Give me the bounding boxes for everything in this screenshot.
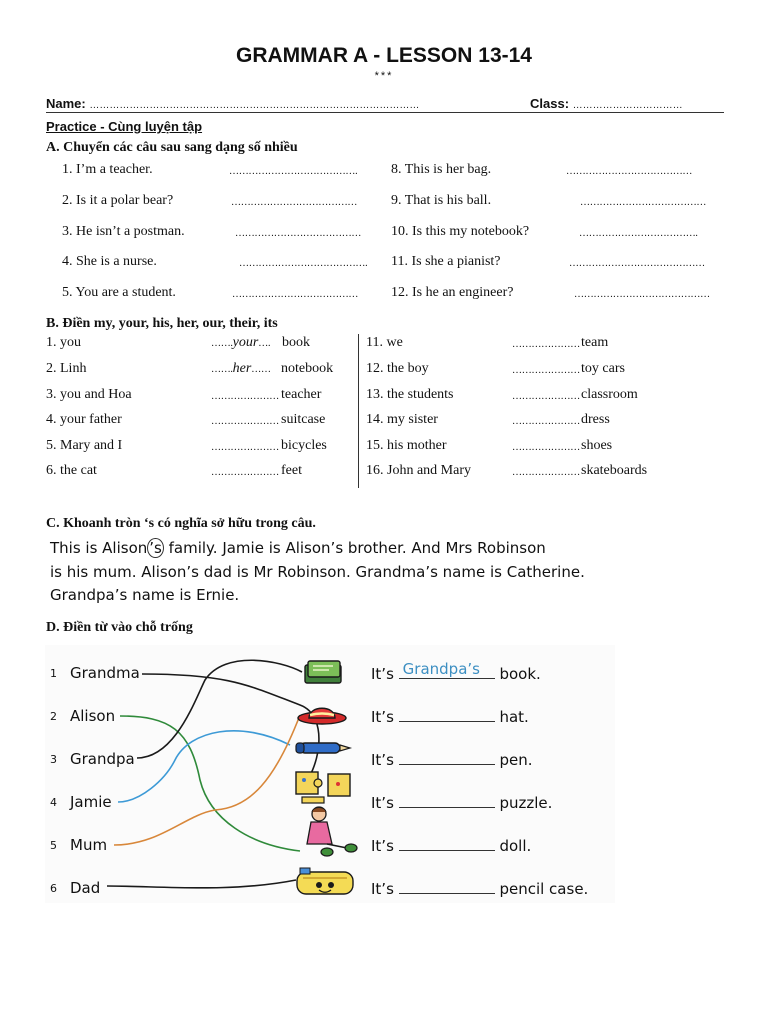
d-answer-field-6[interactable] xyxy=(399,879,495,894)
b-noun-11: team xyxy=(581,335,609,350)
match-line-dad xyxy=(107,880,296,888)
d-sent-pre-6: It’s xyxy=(371,880,394,898)
b-blank-16[interactable]: ………………… xyxy=(512,467,580,478)
b-blank-5[interactable]: ………………… xyxy=(211,442,279,453)
worksheet-title: GRAMMAR A - LESSON 13-14 xyxy=(236,44,532,67)
d-sentence-3 xyxy=(371,750,532,769)
d-name-2: Alison xyxy=(70,707,116,725)
d-num-3: 3 xyxy=(50,753,57,766)
b-blank-4[interactable]: ………………… xyxy=(211,416,279,427)
a-q3: 3. He isn’t a postman. xyxy=(62,224,185,239)
name-dots: ……………………………………………………………………………………… xyxy=(89,100,420,111)
d-answer-field-3[interactable] xyxy=(399,750,495,765)
a-q2: 2. Is it a polar bear? xyxy=(62,193,174,208)
d-sent-item-3: pen. xyxy=(499,751,533,769)
d-name-5: Mum xyxy=(70,836,108,854)
b-noun-4: suitcase xyxy=(281,412,326,427)
d-num-1: 1 xyxy=(50,667,57,680)
a-q11: 11. Is she a pianist? xyxy=(391,254,501,269)
b-item-5: 5. Mary and I xyxy=(46,438,123,453)
b-item-6: 6. the cat xyxy=(46,463,97,478)
a-blank-12[interactable]: …………………………………… xyxy=(574,289,710,300)
practice-label: Practice - Cùng luyện tập xyxy=(46,119,203,134)
a-blank-3[interactable]: ………………………………… xyxy=(235,228,362,239)
d-answer-field-5[interactable] xyxy=(399,836,495,851)
section-b-heading: B. Điền my, your, his, her, our, their, its xyxy=(46,316,278,331)
c-line1-end: family. Jamie is Alison’s brother. And Mrs Robinson xyxy=(163,539,546,557)
a-blank-1[interactable]: …………………………………. xyxy=(229,166,358,177)
b-noun-5: bicycles xyxy=(281,438,327,453)
a-blank-9[interactable]: ………………………………… xyxy=(580,197,707,208)
a-q4: 4. She is a nurse. xyxy=(62,254,157,269)
d-num-2: 2 xyxy=(50,710,57,723)
hat-icon xyxy=(298,708,346,724)
b-noun-14: dress xyxy=(581,412,610,427)
match-line-alison xyxy=(120,716,300,851)
d-sent-pre-1: It’s xyxy=(371,665,394,683)
section-d-heading: D. Điền từ vào chỗ trống xyxy=(46,620,193,635)
doll-icon xyxy=(307,807,357,856)
b-item-14: 14. my sister xyxy=(366,412,438,427)
d-answer-field-1[interactable] xyxy=(399,660,495,679)
pen-icon xyxy=(296,743,350,753)
a-q1: 1. I’m a teacher. xyxy=(62,162,153,177)
b-noun-13: classroom xyxy=(581,387,638,402)
b-blank-3[interactable]: ………………… xyxy=(211,391,279,402)
pencil-case-icon xyxy=(297,868,353,894)
class-dots: …………………………… xyxy=(572,100,683,111)
section-c-heading: C. Khoanh tròn ‘s có nghĩa sở hữu trong câu. xyxy=(46,516,316,531)
b-blank-11[interactable]: ………………… xyxy=(512,339,580,350)
b-item-13: 13. the students xyxy=(366,387,454,402)
b-blank-14[interactable]: ………………… xyxy=(512,416,580,427)
b-noun-1: book xyxy=(282,335,310,350)
b-dots-2b: …… xyxy=(251,364,271,375)
b-dots-2a: ……. xyxy=(211,364,233,375)
b-dots-1b: …. xyxy=(258,338,271,349)
b-noun-6: feet xyxy=(281,463,302,478)
b-item-2: 2. Linh xyxy=(46,361,87,376)
b-item-4: 4. your father xyxy=(46,412,122,427)
a-blank-4[interactable]: …………………………………. xyxy=(239,258,368,269)
d-sent-pre-3: It’s xyxy=(371,751,394,769)
puzzle-icon xyxy=(296,772,350,803)
d-sentence-1 xyxy=(371,660,541,683)
d-answer-field-2[interactable] xyxy=(399,707,495,722)
b-item-3: 3. you and Hoa xyxy=(46,387,132,402)
a-q8: 8. This is her bag. xyxy=(391,162,492,177)
d-num-6: 6 xyxy=(50,882,57,895)
d-sent-pre-2: It’s xyxy=(371,708,394,726)
a-blank-2[interactable]: ………………………………… xyxy=(231,197,358,208)
b-noun-2: notebook xyxy=(281,361,334,376)
a-blank-5[interactable]: ………………………………… xyxy=(232,289,359,300)
c-line1-start: This is Alison xyxy=(50,539,148,557)
d-answer-field-4[interactable] xyxy=(399,793,495,808)
b-item-12: 12. the boy xyxy=(366,361,429,376)
d-name-3: Grandpa xyxy=(70,750,135,768)
b-item-15: 15. his mother xyxy=(366,438,447,453)
c-passage-line-3[interactable]: Grandpa’s name is Ernie. xyxy=(50,586,240,604)
c-passage-line-2[interactable]: is his mum. Alison’s dad is Mr Robinson. Grandma’s name is Catherine. xyxy=(50,563,585,581)
a-q9: 9. That is his ball. xyxy=(391,193,492,208)
c-circled-possessive: ’s xyxy=(149,539,162,557)
name-label: Name: xyxy=(46,96,86,111)
d-sent-item-4: puzzle. xyxy=(499,794,553,812)
d-sent-pre-5: It’s xyxy=(371,837,394,855)
book-icon xyxy=(305,661,341,683)
b-noun-15: shoes xyxy=(581,438,613,453)
a-blank-10[interactable]: ………………………………. xyxy=(579,228,698,239)
d-num-4: 4 xyxy=(50,796,57,809)
d-name-1: Grandma xyxy=(70,664,140,682)
d-sent-item-1: book. xyxy=(499,665,541,683)
b-answer-1: your xyxy=(232,335,259,350)
b-item-1: 1. you xyxy=(46,335,81,350)
d-sentence-5 xyxy=(371,836,531,855)
a-blank-8[interactable]: ………………………………… xyxy=(566,166,693,177)
d-sent-pre-4: It’s xyxy=(371,794,394,812)
d-answer-1: Grandpa’s xyxy=(402,660,480,678)
b-noun-16: skateboards xyxy=(581,463,648,478)
d-sentence-2 xyxy=(371,707,529,726)
d-num-5: 5 xyxy=(50,839,57,852)
class-label: Class: xyxy=(530,96,570,111)
a-blank-11[interactable]: …………………………………… xyxy=(569,258,705,269)
b-blank-6[interactable]: ………………… xyxy=(211,467,279,478)
b-blank-15[interactable]: ………………… xyxy=(512,442,580,453)
a-q10: 10. Is this my notebook? xyxy=(391,224,530,239)
b-dots-1a: ……. xyxy=(211,338,233,349)
b-answer-2: her xyxy=(232,361,252,376)
b-item-16: 16. John and Mary xyxy=(366,463,471,478)
b-blank-12[interactable]: ………………… xyxy=(512,365,580,376)
d-sent-item-2: hat. xyxy=(499,708,529,726)
d-sent-item-6: pencil case. xyxy=(499,880,589,898)
d-name-6: Dad xyxy=(70,879,101,897)
title-stars: *** xyxy=(374,70,394,82)
b-noun-12: toy cars xyxy=(581,361,625,376)
d-sent-item-5: doll. xyxy=(499,837,532,855)
section-a-heading: A. Chuyển các câu sau sang dạng số nhiều xyxy=(46,140,298,155)
d-name-4: Jamie xyxy=(70,793,112,811)
b-blank-13[interactable]: ………………… xyxy=(512,391,580,402)
d-sentence-4 xyxy=(371,793,552,812)
a-q12: 12. Is he an engineer? xyxy=(391,285,514,300)
b-noun-3: teacher xyxy=(281,387,322,402)
b-item-11: 11. we xyxy=(366,335,403,350)
a-q5: 5. You are a student. xyxy=(62,285,176,300)
d-sentence-6 xyxy=(371,879,588,898)
